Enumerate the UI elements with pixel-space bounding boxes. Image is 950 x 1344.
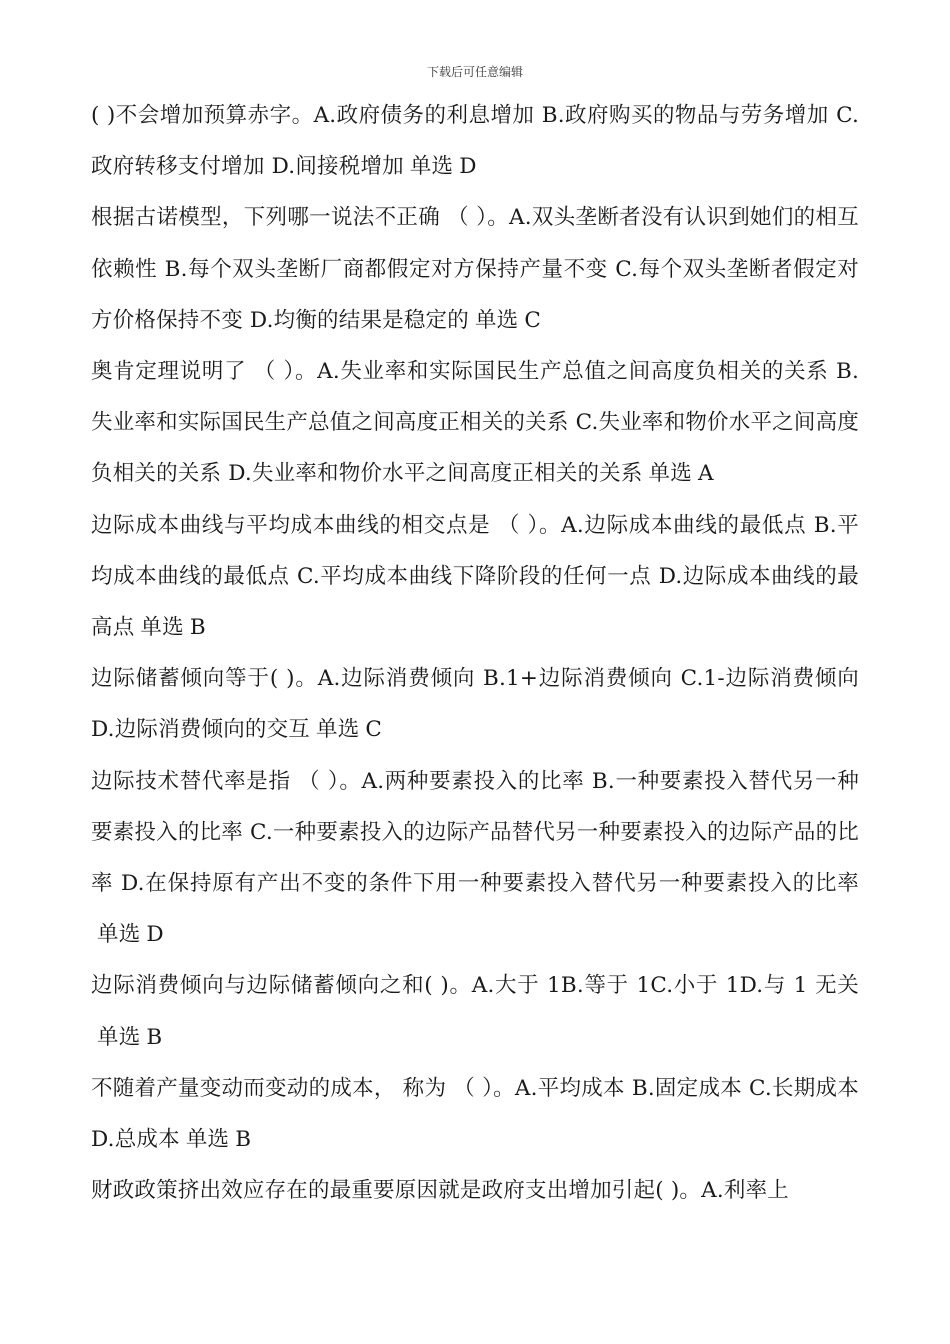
question-type: 单选 bbox=[185, 1127, 230, 1153]
question-item bbox=[91, 90, 859, 192]
question-type: 单选 bbox=[316, 717, 360, 743]
question-item bbox=[91, 346, 859, 500]
question-answer: B bbox=[189, 615, 206, 641]
question-type: 单选 bbox=[97, 922, 141, 948]
question-item bbox=[91, 756, 859, 961]
question-item bbox=[91, 960, 859, 1062]
question-type: 单选 bbox=[474, 307, 519, 333]
question-answer: C bbox=[524, 307, 542, 333]
question-text: 不随着产量变动而变动的成本， 称为 （ ）。A.平均成本 B.固定成本 C.长期成本 D.总成本 bbox=[91, 1075, 859, 1153]
question-text: 边际消费倾向与边际储蓄倾向之和( )。A.大于 1B.等于 1C.小于 1D.与 1 无关 bbox=[91, 973, 859, 999]
question-answer: A bbox=[697, 461, 714, 487]
question-answer: D bbox=[459, 154, 477, 180]
question-list bbox=[91, 90, 859, 1216]
page-header: 下载后可任意编辑 bbox=[426, 65, 523, 79]
question-text: 奥肯定理说明了 （ ）。A.失业率和实际国民生产总值之间高度负相关的关系 B.失业率和实际国民生产总值之间高度正相关的关系 C.失业率和物价水平之间高度负相关的关系 D.失业率和物价水平之间高度正相关的关系 bbox=[91, 359, 859, 487]
question-text: 边际储蓄倾向等于( )。A.边际消费倾向 B.1+边际消费倾向 C.1-边际消费倾向 D.边际消费倾向的交互 bbox=[91, 666, 859, 743]
question-text: 根据古诺模型，下列哪一说法不正确 （ ）。A.双头垄断者没有认识到她们的相互依赖性 B.每个双头垄断厂商都假定对方保持产量不变 C.每个双头垄断者假定对方价格保持不变 D.均衡的结果是稳定的 bbox=[91, 205, 859, 333]
question-text: 财政政策挤出效应存在的最重要原因就是政府支出增加引起( )。A.利率上 bbox=[91, 1178, 789, 1204]
question-type: 单选 bbox=[97, 1024, 141, 1050]
question-type: 单选 bbox=[409, 154, 454, 180]
question-type: 单选 bbox=[648, 461, 692, 487]
question-item bbox=[91, 192, 859, 346]
question-answer: C bbox=[365, 717, 383, 743]
question-text: ( )不会增加预算赤字。A.政府债务的利息增加 B.政府购买的物品与劳务增加 C.政府转移支付增加 D.间接税增加 bbox=[91, 103, 859, 180]
question-answer: D bbox=[146, 922, 164, 948]
question-item bbox=[91, 500, 859, 654]
question-text: 边际技术替代率是指 （ ）。A.两种要素投入的比率 B.一种要素投入替代另一种要素投入的比率 C.一种要素投入的边际产品替代另一种要素投入的边际产品的比率 D.在保持原有产出不变的条件下用一种要素投入替代另一种要素投入的比率 bbox=[91, 768, 859, 897]
question-item bbox=[91, 1165, 859, 1216]
question-type: 单选 bbox=[140, 615, 184, 641]
question-answer: B bbox=[146, 1024, 163, 1050]
question-item bbox=[91, 653, 859, 755]
question-item bbox=[91, 1063, 859, 1165]
question-answer: B bbox=[235, 1127, 252, 1153]
question-text: 边际成本曲线与平均成本曲线的相交点是 （ ）。A.边际成本曲线的最低点 B.平均成本曲线的最低点 C.平均成本曲线下降阶段的任何一点 D.边际成本曲线的最高点 bbox=[91, 512, 859, 641]
